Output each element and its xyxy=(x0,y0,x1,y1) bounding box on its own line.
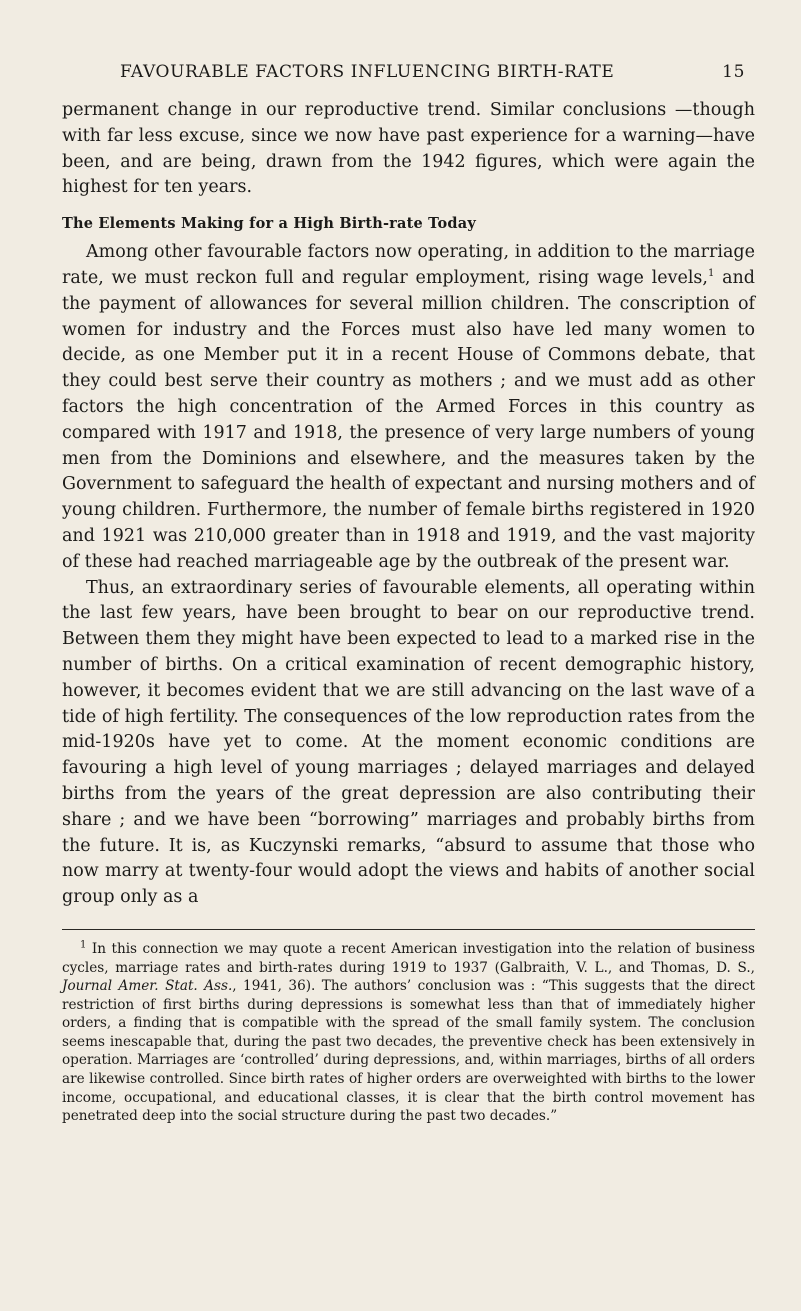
paragraph-text: Among other favourable factors now operating, in addition to the marriage rate, we must reckon full and regular employment, rising wage levels, xyxy=(62,242,755,288)
page-number: 15 xyxy=(722,62,745,82)
footnote-reference[interactable]: 1 xyxy=(707,268,715,280)
journal-title: Journal Amer. Stat. Ass. xyxy=(62,978,233,995)
paragraph-favourable-factors xyxy=(62,240,755,575)
running-head xyxy=(62,62,755,82)
running-title: FAVOURABLE FACTORS INFLUENCING BIRTH-RATE xyxy=(120,62,615,82)
paragraph-extraordinary-series: Thus, an extraordinary series of favourable elements, all operating within the last few years, have been brought to bear on our reproductive trend. Between them they might have been expected to lead to a marked rise in the number of births. On a critical examination of recent demographic history, however, it becomes evident that we are still advancing on the last wave of a tide of high fertility. The consequences of the low reproduction rates from the mid-1920s have yet to come. At the moment economic conditions are favouring a high level of young marriages ; delayed marriages and delayed births from the years of the great depression are also contributing their share ; and we have been “borrowing” marriages and probably births from the future. It is, as Kuczynski remarks, “absurd to assume that those who now marry at twenty-four would adopt the views and habits of another social group only as a xyxy=(62,577,755,908)
paragraph-text: and the payment of allowances for several million children. The conscription of women for industry and the Forces must also have led many women to decide, as one Member put it in a recent House of Commons debate, that they could best serve their country as mothers ; and we must add as other factors the high concentration of the Armed Forces in this country as compared with 1917 and 1918, the presence of very large numbers of young men from the Dominions and elsewhere, and the measures taken by the Government to safeguard the health of expectant and nursing mothers and of young children. Furthermore, the number of female births registered in 1920 and 1921 was 210,000 greater than in 1918 and 1919, and the vast majority of these had reached marriageable age by the outbreak of the present war. xyxy=(62,267,755,572)
body-text xyxy=(62,98,755,911)
footnote-divider xyxy=(62,929,755,930)
footnote xyxy=(62,940,755,1126)
paragraph-continued: permanent change in our reproductive trend. Similar conclusions —though with far less excuse, since we now have past experience for a warning—have been, and are being, drawn from the 1942 figures, which were again the highest for ten years. xyxy=(62,100,755,198)
section-heading: The Elements Making for a High Birth-rate Today xyxy=(62,215,476,233)
footnote-text: In this connection we may quote a recent American investigation into the relation of business cycles, marriage rates and birth-rates during 1919 to 1937 (Galbraith, V. L., and Thomas, D. S., xyxy=(62,940,755,976)
footnote-text: , 1941, 36). The authors’ conclusion was : “This suggests that the direct restriction of first births during depressions is somewhat less than that of immediately higher orders, a finding that is compatible with the spread of the small family system. The conclusion seems inescapable that, during the past two decades, the preventive check has been extensively in operation. Marriages are ‘controlled’ during depressions, and, within marriages, births of all orders are likewise controlled. Since birth rates of higher orders are overweighted with births to the lower income, occupational, and educational classes, it is clear that the birth control movement has penetrated deep into the social structure during the past two decades.” xyxy=(62,978,755,1125)
book-page xyxy=(62,62,755,1126)
footnote-mark: 1 xyxy=(80,939,87,951)
